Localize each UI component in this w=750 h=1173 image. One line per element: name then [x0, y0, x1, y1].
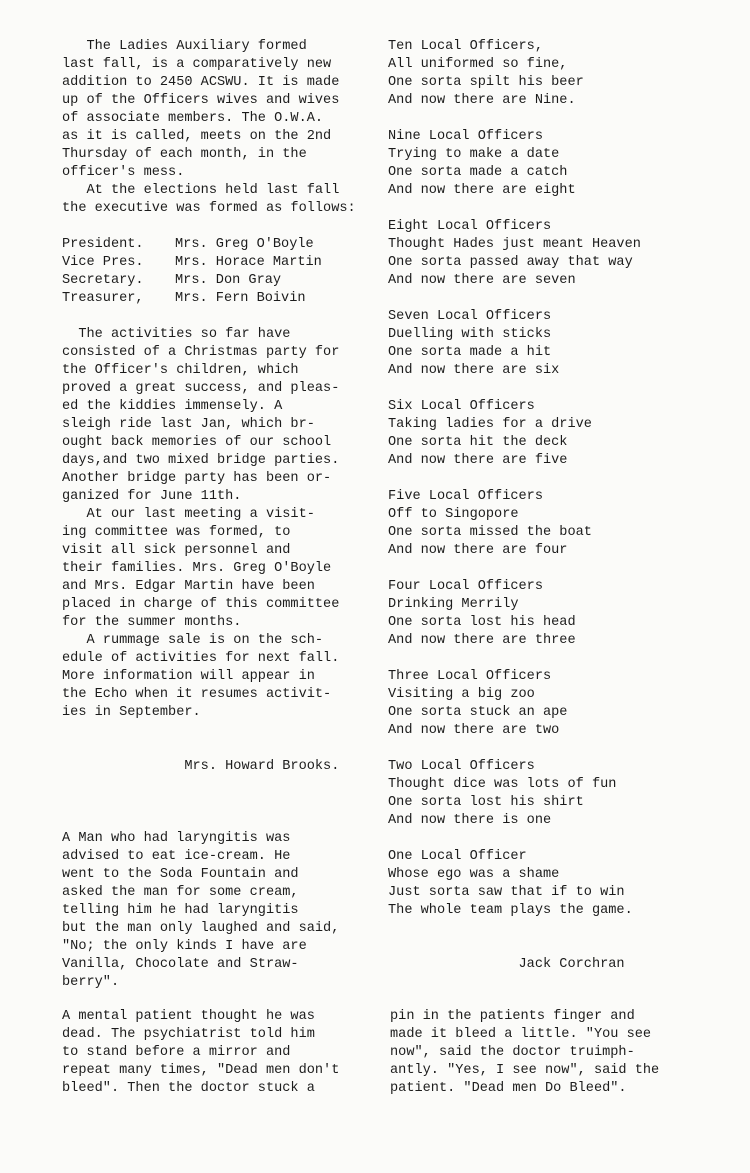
poem-line: And now there are six	[388, 363, 560, 378]
poem-line: And now there are eight	[388, 183, 576, 198]
text-line: pin in the patients finger and	[390, 1009, 635, 1024]
poem-line: Drinking Merrily	[388, 597, 519, 612]
poem-line: One sorta made a catch	[388, 165, 568, 180]
poem-line: Thought dice was lots of fun	[388, 777, 617, 792]
spacer	[388, 650, 718, 668]
text-line: the executive was formed as follows:	[62, 201, 356, 216]
text-line: placed in charge of this committee	[62, 597, 340, 612]
spacer	[388, 110, 718, 128]
text-line: A mental patient thought he was	[62, 1009, 315, 1024]
poem-line: One Local Officer	[388, 849, 527, 864]
executive-row	[62, 290, 384, 308]
poem-line: Two Local Officers	[388, 759, 535, 774]
poem-line: Off to Singopore	[388, 507, 519, 522]
poem-signature: Jack Corchran	[388, 957, 625, 972]
poem-stanza	[388, 398, 718, 470]
spacer	[388, 938, 718, 956]
spacer	[388, 470, 718, 488]
spacer	[388, 200, 718, 218]
text-line: but the man only laughed and said,	[62, 921, 340, 936]
laryngitis-joke	[62, 830, 384, 992]
text-line: sleigh ride last Jan, which br-	[62, 417, 315, 432]
text-line: antly. "Yes, I see now", said the	[390, 1063, 660, 1078]
spacer	[388, 740, 718, 758]
text-line: asked the man for some cream,	[62, 885, 299, 900]
spacer	[62, 740, 384, 758]
poem-line: One sorta spilt his beer	[388, 75, 584, 90]
executive-name: Mrs. Don Gray	[175, 273, 282, 288]
text-line: ought back memories of our school	[62, 435, 332, 450]
text-line: and Mrs. Edgar Martin have been	[62, 579, 315, 594]
left-column	[62, 38, 384, 992]
text-line: At the elections held last fall	[62, 183, 340, 198]
text-line: A Man who had laryngitis was	[62, 831, 291, 846]
executive-list	[62, 236, 384, 308]
poem-line: One sorta lost his head	[388, 615, 576, 630]
text-line: Thursday of each month, in the	[62, 147, 307, 162]
text-line: the Echo when it resumes activit-	[62, 687, 332, 702]
spacer	[62, 812, 384, 830]
poem-stanza	[388, 578, 718, 650]
text-line: visit all sick personnel and	[62, 543, 291, 558]
poem-stanza	[388, 218, 718, 290]
poem-line: And now there are seven	[388, 273, 576, 288]
executive-role: Secretary.	[62, 273, 144, 288]
poem-line: One sorta stuck an ape	[388, 705, 568, 720]
text-line: to stand before a mirror and	[62, 1045, 291, 1060]
poem-line: Ten Local Officers,	[388, 39, 543, 54]
poem-line: Visiting a big zoo	[388, 687, 535, 702]
poem-line: Just sorta saw that if to win	[388, 885, 625, 900]
poem-line: Five Local Officers	[388, 489, 543, 504]
text-line: repeat many times, "Dead men don't	[62, 1063, 340, 1078]
poem-stanza	[388, 308, 718, 380]
text-line: consisted of a Christmas party for	[62, 345, 340, 360]
text-line: Another bridge party has been or-	[62, 471, 332, 486]
poem-line: And now there are two	[388, 723, 560, 738]
executive-row	[62, 236, 384, 254]
executive-role: Vice Pres.	[62, 255, 144, 270]
text-line: last fall, is a comparatively new	[62, 57, 332, 72]
poem-line: Nine Local Officers	[388, 129, 543, 144]
poem-line: One sorta made a hit	[388, 345, 552, 360]
poem-line: All uniformed so fine,	[388, 57, 568, 72]
poem	[388, 38, 718, 974]
text-line: addition to 2450 ACSWU. It is made	[62, 75, 340, 90]
spacer	[388, 830, 718, 848]
text-line: advised to eat ice-cream. He	[62, 849, 291, 864]
executive-role: Treasurer,	[62, 291, 144, 306]
poem-stanza	[388, 848, 718, 920]
poem-line: Three Local Officers	[388, 669, 552, 684]
auxiliary-signature: Mrs. Howard Brooks.	[62, 759, 340, 774]
executive-name: Mrs. Horace Martin	[175, 255, 322, 270]
poem-line: Four Local Officers	[388, 579, 543, 594]
text-line: made it bleed a little. "You see	[390, 1027, 652, 1042]
executive-name: Mrs. Fern Boivin	[175, 291, 306, 306]
text-line: days,and two mixed bridge parties.	[62, 453, 340, 468]
spacer	[62, 722, 384, 740]
text-line: as it is called, meets on the 2nd	[62, 129, 332, 144]
text-line: A rummage sale is on the sch-	[62, 633, 324, 648]
poem-line: Whose ego was a shame	[388, 867, 560, 882]
poem-line: And now there are four	[388, 543, 568, 558]
text-line: The activities so far have	[62, 327, 291, 342]
text-line: ing committee was formed, to	[62, 525, 291, 540]
text-line: proved a great success, and pleas-	[62, 381, 340, 396]
spacer	[62, 794, 384, 812]
text-line: dead. The psychiatrist told him	[62, 1027, 315, 1042]
poem-line: One sorta lost his shirt	[388, 795, 584, 810]
poem-line: Six Local Officers	[388, 399, 535, 414]
text-line: patient. "Dead men Do Bleed".	[390, 1081, 627, 1096]
poem-line: Thought Hades just meant Heaven	[388, 237, 641, 252]
poem-stanza	[388, 128, 718, 200]
executive-role: President.	[62, 237, 144, 252]
text-line: their families. Mrs. Greg O'Boyle	[62, 561, 332, 576]
text-line: bleed". Then the doctor stuck a	[62, 1081, 315, 1096]
text-line: More information will appear in	[62, 669, 315, 684]
text-line: went to the Soda Fountain and	[62, 867, 299, 882]
spacer	[388, 560, 718, 578]
spacer	[62, 308, 384, 326]
auxiliary-activities	[62, 326, 384, 722]
text-line: officer's mess.	[62, 165, 185, 180]
text-line: ies in September.	[62, 705, 201, 720]
text-line: edule of activities for next fall.	[62, 651, 340, 666]
poem-line: The whole team plays the game.	[388, 903, 633, 918]
poem-line: And now there are five	[388, 453, 568, 468]
right-column	[388, 38, 718, 974]
text-line: At our last meeting a visit-	[62, 507, 315, 522]
poem-line: Eight Local Officers	[388, 219, 552, 234]
poem-line: And now there are Nine.	[388, 93, 576, 108]
poem-line: And now there are three	[388, 633, 576, 648]
executive-name: Mrs. Greg O'Boyle	[175, 237, 314, 252]
text-line: telling him he had laryngitis	[62, 903, 299, 918]
auxiliary-intro	[62, 38, 384, 218]
text-line: the Officer's children, which	[62, 363, 299, 378]
text-line: for the summer months.	[62, 615, 242, 630]
patient-story-right	[390, 1008, 720, 1098]
text-line: of associate members. The O.W.A.	[62, 111, 324, 126]
patient-story-left	[62, 1008, 384, 1098]
poem-line: Seven Local Officers	[388, 309, 552, 324]
spacer	[388, 290, 718, 308]
text-line: berry".	[62, 975, 120, 990]
poem-stanza	[388, 758, 718, 830]
poem-line: One sorta missed the boat	[388, 525, 592, 540]
poem-line: Duelling with sticks	[388, 327, 552, 342]
poem-line: One sorta passed away that way	[388, 255, 633, 270]
text-line: "No; the only kinds I have are	[62, 939, 307, 954]
executive-row	[62, 254, 384, 272]
text-line: ganized for June 11th.	[62, 489, 242, 504]
spacer	[388, 380, 718, 398]
text-line: Vanilla, Chocolate and Straw-	[62, 957, 299, 972]
text-line: ed the kiddies immensely. A	[62, 399, 283, 414]
poem-line: One sorta hit the deck	[388, 435, 568, 450]
poem-stanza	[388, 668, 718, 740]
poem-line: Trying to make a date	[388, 147, 560, 162]
poem-stanza	[388, 38, 718, 110]
text-line: now", said the doctor truimph-	[390, 1045, 635, 1060]
spacer	[62, 776, 384, 794]
spacer	[62, 218, 384, 236]
text-line: up of the Officers wives and wives	[62, 93, 340, 108]
poem-line: And now there is one	[388, 813, 552, 828]
spacer	[388, 920, 718, 938]
executive-row	[62, 272, 384, 290]
poem-line: Taking ladies for a drive	[388, 417, 592, 432]
poem-stanza	[388, 488, 718, 560]
text-line: The Ladies Auxiliary formed	[62, 39, 307, 54]
